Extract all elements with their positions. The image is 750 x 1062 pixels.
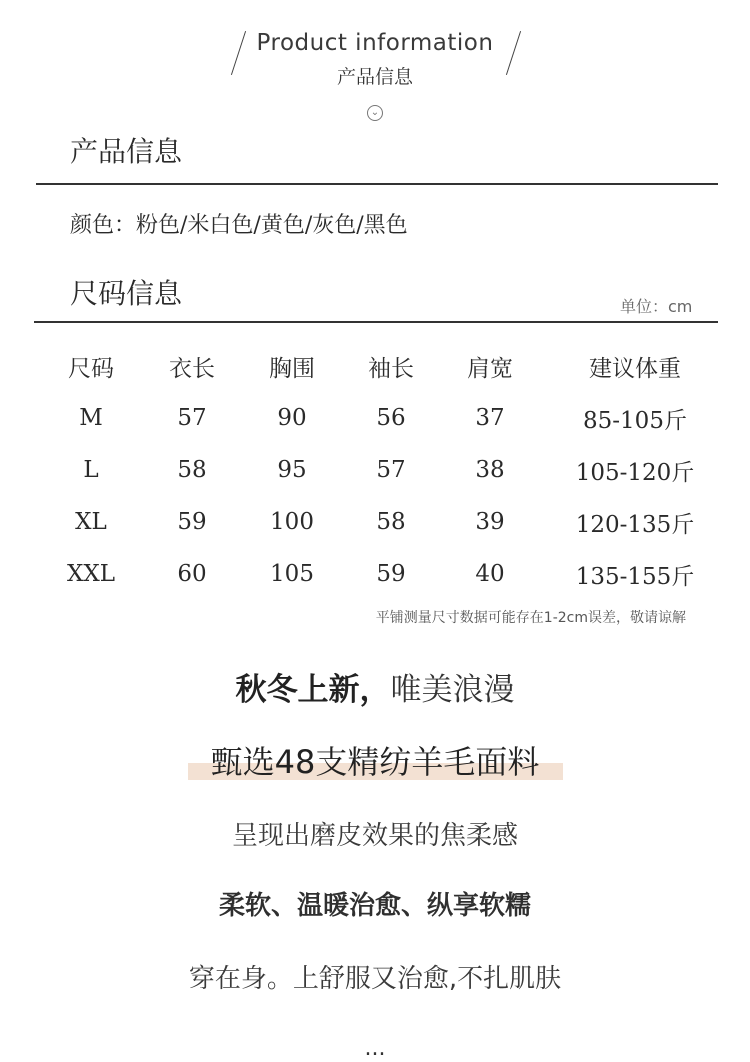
ellipsis: ... (364, 1036, 386, 1061)
unit-label: 单位：cm (620, 297, 693, 316)
chevron-down-circle-icon: ⌄ (367, 105, 383, 121)
table-cell: 85-105斤 (583, 407, 687, 434)
size-table-header (40, 340, 730, 392)
promo-line-1-bold: 秋冬上新， (235, 672, 391, 708)
promo-line-1 (0, 664, 750, 709)
table-cell: 90 (277, 405, 307, 431)
header-weight: 建议体重 (589, 355, 681, 382)
table-row (40, 392, 730, 444)
header-bust: 胸围 (269, 355, 315, 382)
table-row (40, 496, 730, 548)
table-cell: 59 (177, 509, 207, 535)
table-cell: XXL (66, 561, 116, 587)
size-info-divider (34, 321, 718, 323)
promo-line-5: 穿在身。上舒服又治愈,不扎肌肤 (188, 964, 562, 994)
header-length: 衣长 (169, 355, 215, 382)
table-cell: 57 (177, 405, 207, 431)
product-info-divider (36, 183, 718, 185)
table-cell: 37 (475, 405, 505, 431)
size-table (40, 340, 730, 600)
header-shoulder: 肩宽 (467, 355, 513, 382)
table-cell: 59 (376, 561, 406, 587)
table-cell: 60 (177, 561, 207, 587)
promo-line-2: 甄选48支精纺羊毛面料 (210, 743, 540, 781)
promo-line-3: 呈现出磨皮效果的焦柔感 (231, 821, 518, 851)
table-cell: 100 (270, 509, 314, 535)
color-options: 颜色：粉色/米白色/黄色/灰色/黑色 (70, 213, 408, 238)
table-row (40, 444, 730, 496)
table-cell: 39 (475, 509, 505, 535)
table-cell: XL (75, 509, 107, 535)
promo-line-1-rest: 唯美浪漫 (390, 672, 515, 708)
header-sleeve: 袖长 (368, 355, 414, 382)
table-cell: 95 (277, 457, 307, 483)
table-cell: 135-155斤 (575, 563, 695, 590)
header-title-cn: 产品信息 (336, 66, 413, 88)
measurement-note: 平铺测量尺寸数据可能存在1-2cm误差，敬请谅解 (375, 610, 686, 626)
table-cell: 38 (475, 457, 505, 483)
table-cell: 120-135斤 (575, 511, 695, 538)
promo-line-4: 柔软、温暖治愈、纵享软糯 (218, 891, 531, 921)
table-cell: 56 (376, 405, 406, 431)
product-info-title: 产品信息 (70, 135, 183, 168)
table-cell: 58 (376, 509, 406, 535)
table-cell: L (83, 457, 99, 483)
header-title-en: Product information (256, 30, 494, 56)
table-row (40, 548, 730, 600)
table-cell: 57 (376, 457, 406, 483)
table-cell: 105-120斤 (575, 459, 695, 486)
size-info-title: 尺码信息 (70, 277, 183, 310)
table-cell: M (79, 405, 103, 431)
table-cell: 40 (475, 561, 505, 587)
table-cell: 105 (270, 561, 314, 587)
header-size: 尺码 (68, 355, 114, 382)
table-cell: 58 (177, 457, 207, 483)
